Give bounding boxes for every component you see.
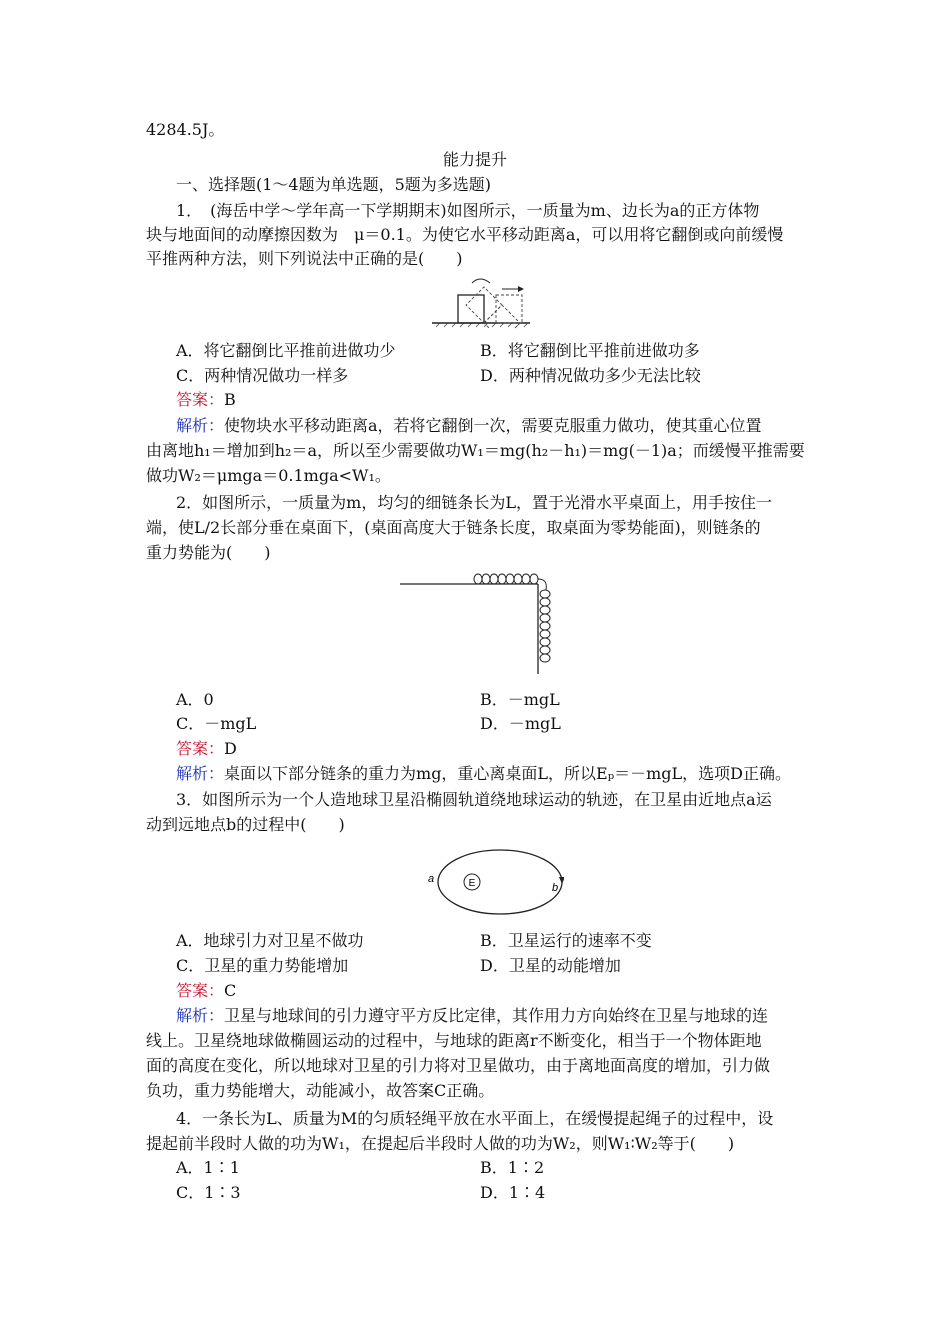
q2-stem-line-1: 2．如图所示，一质量为m，均匀的细链条长为L，置于光滑水平桌面上，用手按住一 [176,493,772,512]
q3-stem-line-1: 3．如图所示为一个人造地球卫星沿椭圆轨道绕地球运动的轨迹，在卫星由近地点a运 [176,790,772,809]
q3-option-d: D．卫星的动能增加 [480,956,621,975]
section-title: 能力提升 [442,150,507,169]
q3-explanation-line-2: 线上。卫星绕地球做椭圆运动的过程中，与地球的距离r不断变化，相当于一个物体距地 [146,1031,762,1050]
q1-option-a: A．将它翻倒比平推前进做功少 [176,341,396,360]
q1-explanation-line-3: 做功W₂＝μmga＝0.1mga<W₁。 [146,466,391,485]
chain-figure [400,568,560,678]
answer-value: B [224,390,236,409]
q2-stem-line-2: 端，使L/2长部分垂在桌面下，(桌面高度大于链条长度，取桌面为零势能面)，则链条的 [146,518,761,537]
q2-option-b: B．－mgL [480,690,560,709]
answer-value: C [224,981,237,1000]
q3-answer [176,981,236,1001]
orbit-figure [424,846,564,918]
q4-stem-line-1: 4．一条长为L、质量为M的匀质轻绳平放在水平面上，在缓慢提起绳子的过程中，设 [176,1109,774,1128]
q2-option-d: D．－mgL [480,714,561,733]
section-instructions: 一、选择题(1～4题为单选题，5题为多选题) [176,175,492,194]
explanation-label: 解析： [176,416,225,435]
explanation-text: 使物块水平移动距离a，若将它翻倒一次，需要克服重力做功，使其重心位置 [224,416,762,435]
answer-label: 答案： [176,739,225,758]
q2-option-a: A．0 [176,690,214,709]
q3-explanation-line-1 [176,1006,768,1026]
answer-value: D [224,739,237,758]
apogee-label: b [552,882,559,894]
explanation-label: 解析： [176,764,225,783]
q4-option-d: D．1∶4 [480,1183,546,1202]
q4-option-c: C．1∶3 [176,1183,241,1202]
q3-explanation-line-4: 负功，重力势能增大，动能减小，故答案C正确。 [146,1081,495,1100]
q3-explanation-line-3: 面的高度在变化，所以地球对卫星的引力将对卫星做功，由于离地面高度的增加，引力做 [146,1056,771,1075]
carryover-text: 4284.5J。 [146,120,225,139]
q2-stem-line-3: 重力势能为( ) [146,543,271,562]
q2-answer [176,739,237,759]
answer-label: 答案： [176,981,225,1000]
q1-stem-line-3: 平推两种方法，则下列说法中正确的是( ) [146,249,463,268]
explanation-text: 卫星与地球间的引力遵守平方反比定律，其作用力方向始终在卫星与地球的连 [224,1006,769,1025]
q1-stem-line-1: 1． (海岳中学～学年高一下学期期末)如图所示，一质量为m、边长为a的正方体物 [176,201,760,220]
q1-stem-line-2: 块与地面间的动摩擦因数为 μ＝0.1。为使它水平移动距离a，可以用将它翻倒或向前缓慢 [146,225,784,244]
q4-option-a: A．1∶1 [176,1158,240,1177]
q1-option-d: D．两种情况做功多少无法比较 [480,366,701,385]
explanation-label: 解析： [176,1006,225,1025]
q1-option-c: C．两种情况做功一样多 [176,366,349,385]
q1-explanation-line-1 [176,416,762,436]
q3-option-b: B．卫星运行的速率不变 [480,931,652,950]
q3-option-c: C．卫星的重力势能增加 [176,956,349,975]
q4-option-b: B．1∶2 [480,1158,545,1177]
q2-explanation-line-1 [176,764,791,784]
q1-answer [176,390,236,410]
explanation-text: 桌面以下部分链条的重力为mg，重心离桌面L，所以Eₚ＝－mgL，选项D正确。 [224,764,792,783]
q4-stem-line-2: 提起前半段时人做的功为W₁，在提起后半段时人做的功为W₂，则W₁∶W₂等于( ) [146,1134,735,1153]
cube-figure [428,277,534,329]
q1-option-b: B．将它翻倒比平推前进做功多 [480,341,700,360]
q3-stem-line-2: 动到远地点b的过程中( ) [146,815,345,834]
answer-label: 答案： [176,390,225,409]
q1-explanation-line-2: 由离地h₁＝增加到h₂＝a，所以至少需要做功W₁＝mg(h₂－h₁)＝mg(－1)a；而缓慢平推需要 [146,441,805,460]
q3-option-a: A．地球引力对卫星不做功 [176,931,364,950]
perigee-label: a [428,873,435,885]
q2-option-c: C．－mgL [176,714,257,733]
earth-label: E [468,878,476,889]
